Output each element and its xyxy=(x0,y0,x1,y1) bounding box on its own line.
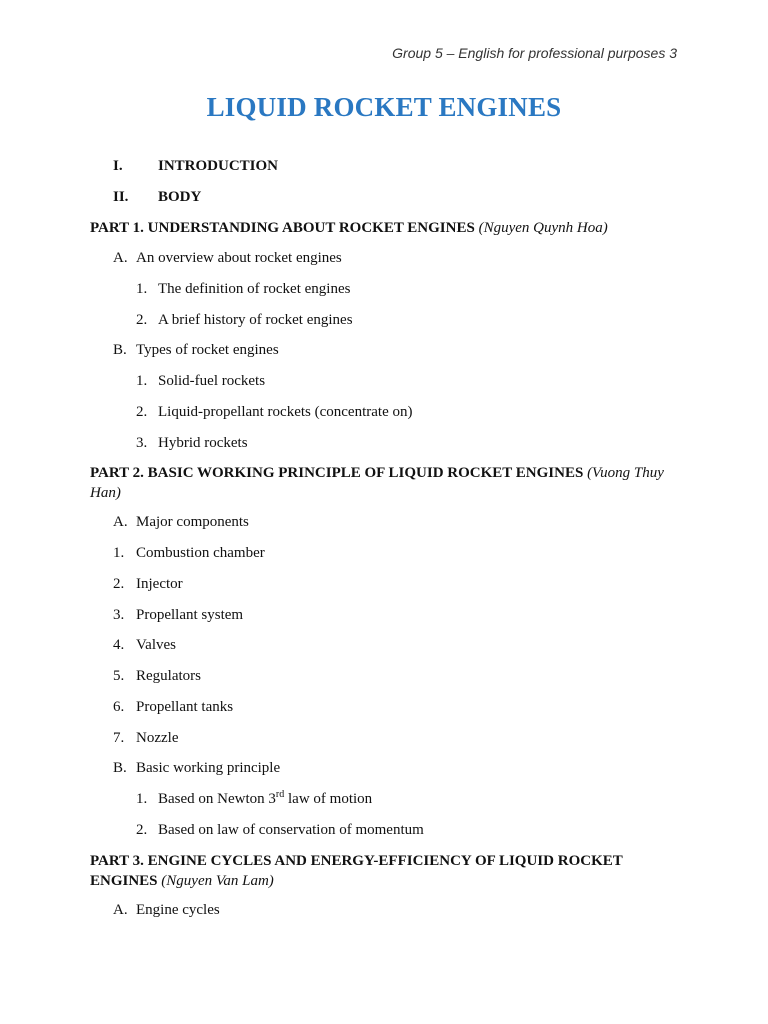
roman-label: INTRODUCTION xyxy=(158,158,279,174)
section-label: An overview about rocket engines xyxy=(136,250,342,266)
section-label: Engine cycles xyxy=(136,902,220,918)
item-num: 3. xyxy=(136,435,148,451)
item-num: 1. xyxy=(113,545,125,561)
item-num: 2. xyxy=(136,404,148,420)
item-num: 1. xyxy=(136,791,148,807)
item-num: 2. xyxy=(136,312,148,328)
roman-label: BODY xyxy=(158,189,202,205)
document-title: LIQUID ROCKET ENGINES xyxy=(206,92,562,122)
item-label: Regulators xyxy=(136,668,201,684)
part-author: (Nguyen Van Lam) xyxy=(161,873,274,889)
item-num: 6. xyxy=(113,699,125,715)
item-num: 1. xyxy=(136,281,148,297)
item-num: 4. xyxy=(113,637,125,653)
section-letter: B. xyxy=(113,760,127,776)
part-heading-text: PART 2. BASIC WORKING PRINCIPLE OF LIQUID ROCKET ENGINES xyxy=(90,465,584,481)
item-num: 5. xyxy=(113,668,125,684)
part-author: (Nguyen Quynh Hoa) xyxy=(478,220,608,236)
item-label: Liquid-propellant rockets (concentrate on) xyxy=(158,404,413,420)
item-label: The definition of rocket engines xyxy=(158,281,351,297)
item-label-pre: Based on Newton 3 xyxy=(158,791,276,807)
roman-num: I. xyxy=(113,158,123,174)
item-num: 2. xyxy=(113,576,125,592)
item-label: Solid-fuel rockets xyxy=(158,373,266,389)
item-num: 3. xyxy=(113,607,125,623)
roman-num: II. xyxy=(113,189,129,205)
item-label: Propellant system xyxy=(136,607,244,623)
item-label: Hybrid rockets xyxy=(158,435,248,451)
part-heading-text: PART 1. UNDERSTANDING ABOUT ROCKET ENGINES xyxy=(90,220,475,236)
section-letter: A. xyxy=(113,514,128,530)
page-header: Group 5 – English for professional purposes 3 xyxy=(392,45,677,61)
part1-heading xyxy=(90,218,680,238)
item-num: 2. xyxy=(136,822,148,838)
item-label: A brief history of rocket engines xyxy=(158,312,353,328)
item-num: 7. xyxy=(113,730,125,746)
section-label: Basic working principle xyxy=(136,760,281,776)
section-letter: A. xyxy=(113,250,128,266)
section-letter: A. xyxy=(113,902,128,918)
item-num: 1. xyxy=(136,373,148,389)
item-label-sup: rd xyxy=(275,789,285,800)
item-label: Nozzle xyxy=(136,730,179,746)
section-label: Types of rocket engines xyxy=(136,342,279,358)
item-label xyxy=(158,789,372,809)
part2-heading xyxy=(90,463,680,503)
section-label: Major components xyxy=(136,514,249,530)
part-author: (Vuong Thuy Han) xyxy=(90,465,664,501)
part-heading-text: PART 3. ENGINE CYCLES AND ENERGY-EFFICIENCY OF LIQUID ROCKET ENGINES xyxy=(90,853,623,889)
section-letter: B. xyxy=(113,342,127,358)
item-label-post: law of motion xyxy=(284,791,373,807)
item-label: Injector xyxy=(136,576,183,592)
part3-heading xyxy=(90,851,680,891)
item-label: Valves xyxy=(136,637,176,653)
item-label: Combustion chamber xyxy=(136,545,265,561)
item-label: Based on law of conservation of momentum xyxy=(158,822,424,838)
item-label: Propellant tanks xyxy=(136,699,234,715)
